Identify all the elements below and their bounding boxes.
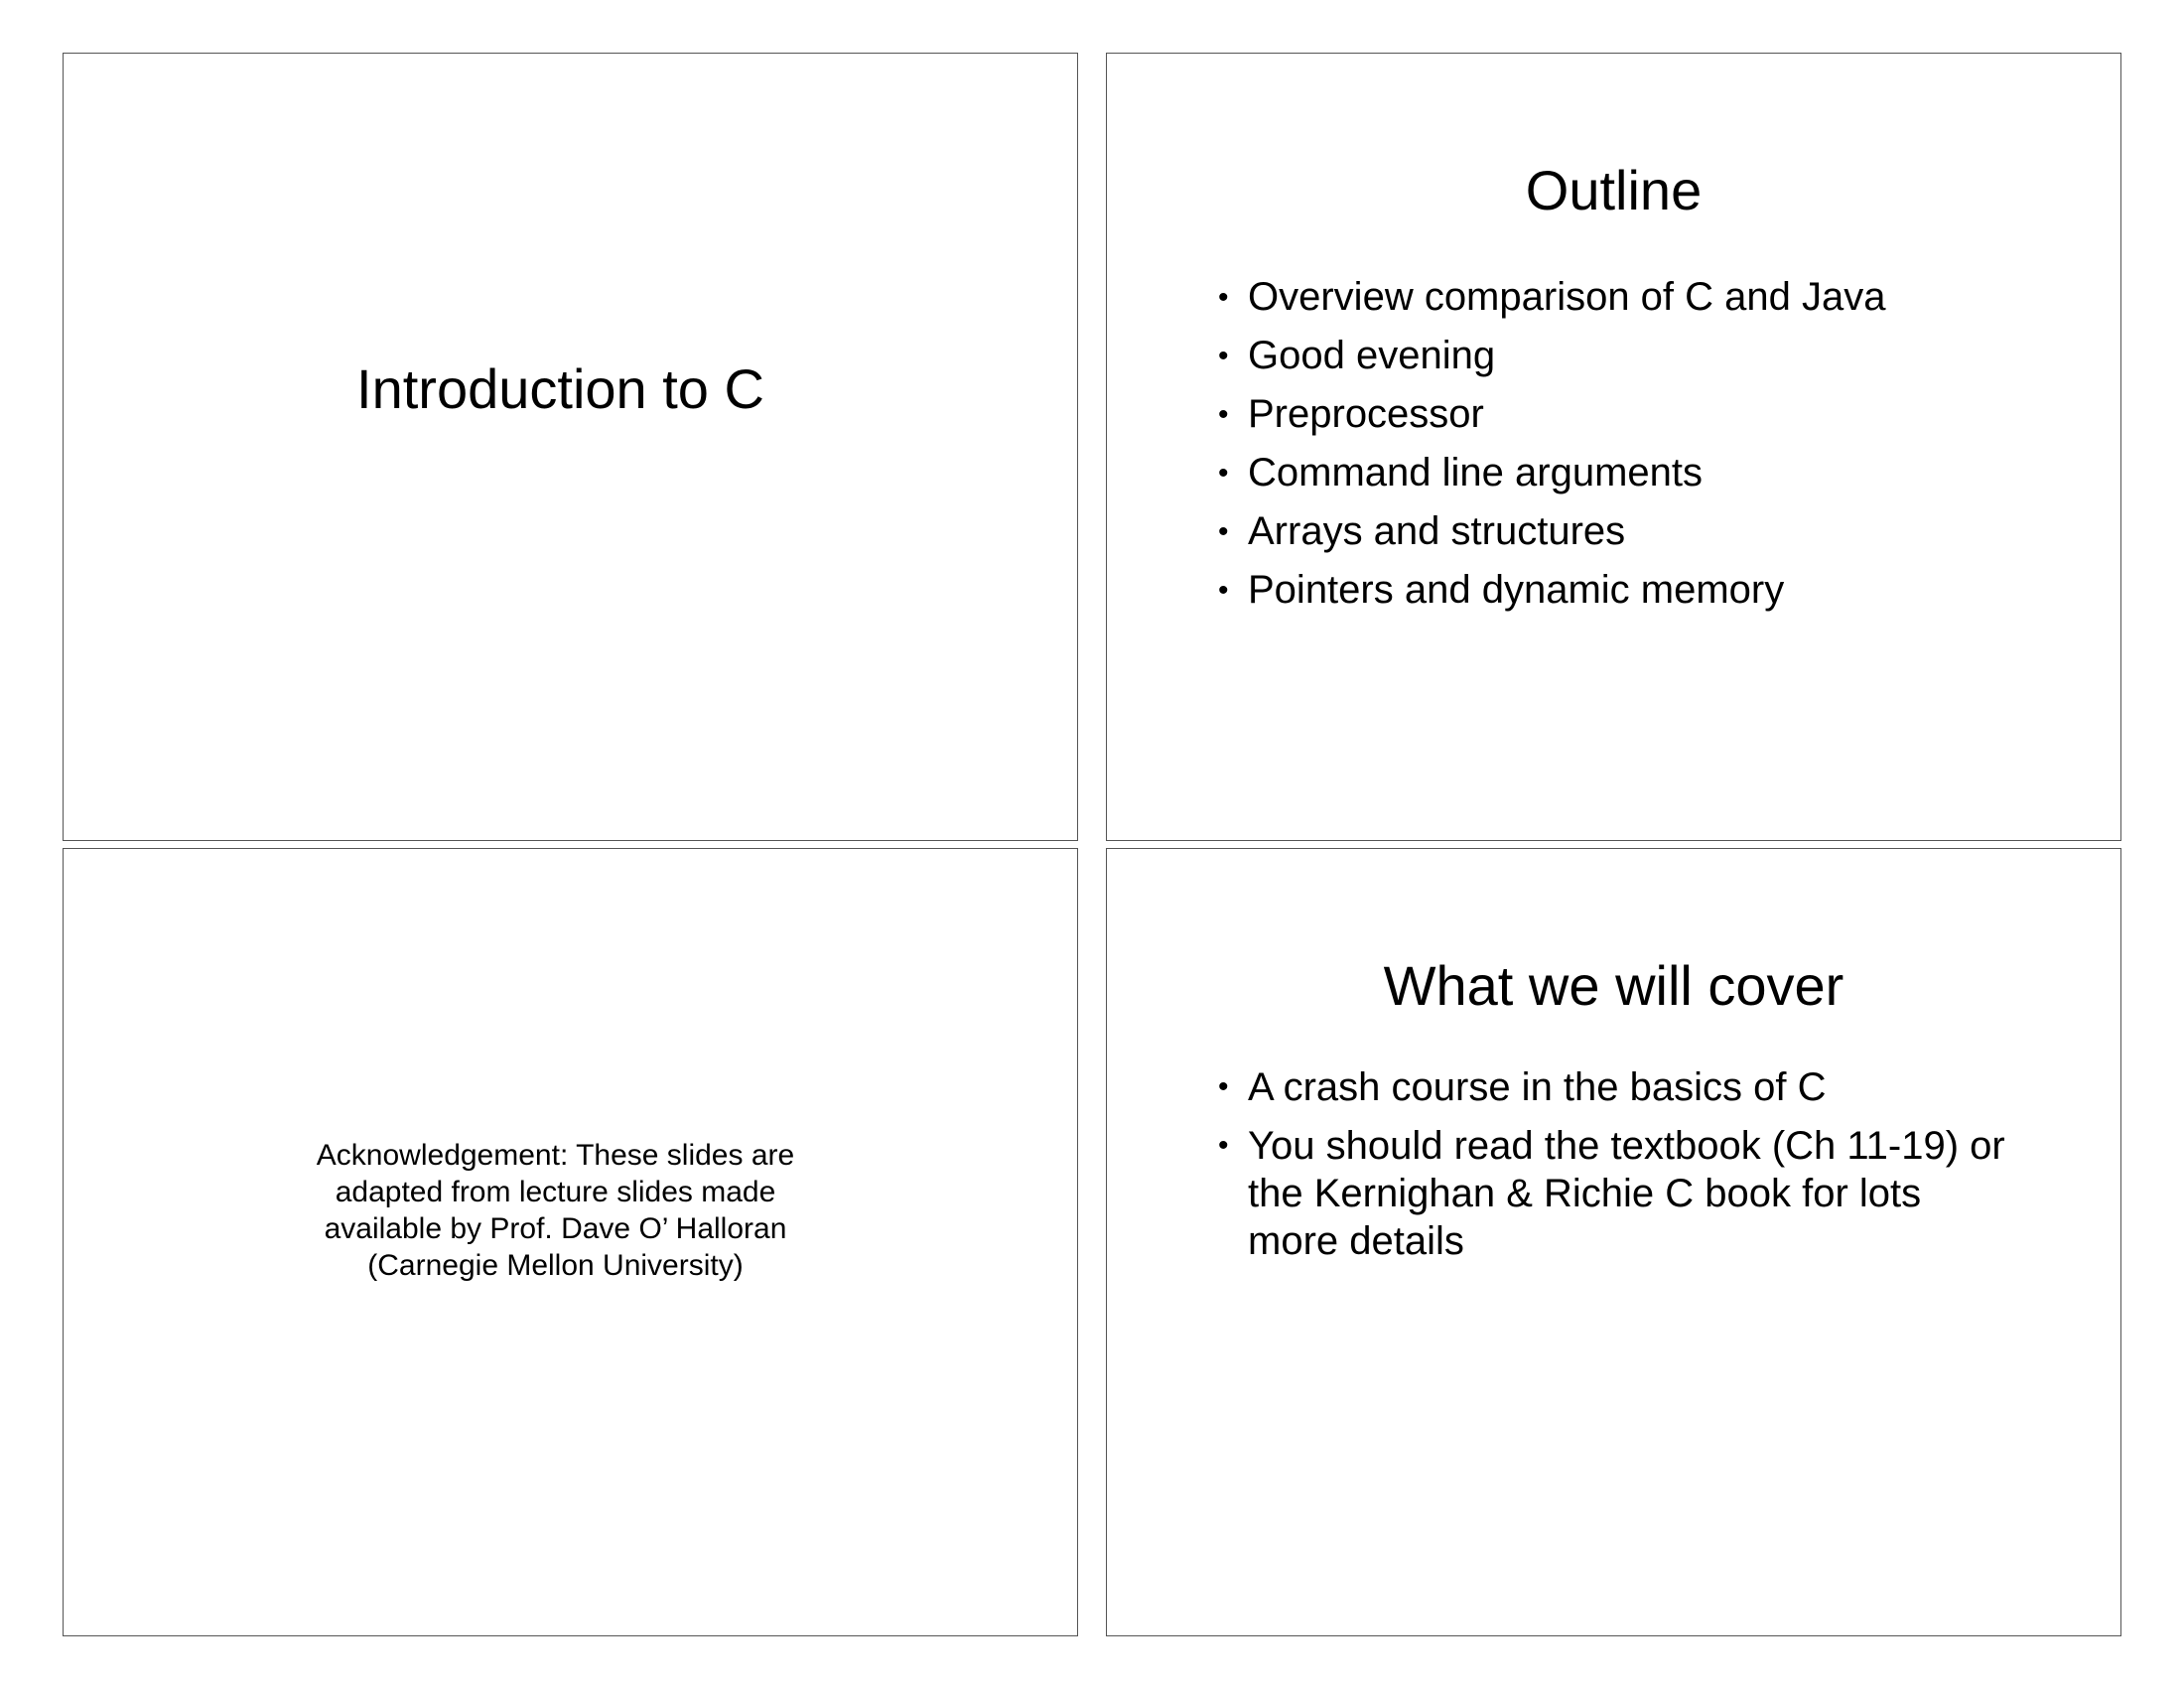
ack-line: adapted from lecture slides made [335, 1176, 776, 1208]
bullet-icon: • [1218, 281, 1229, 314]
ack-line: Acknowledgement: These slides are [316, 1139, 795, 1172]
slide-1 [63, 53, 1078, 841]
bullet-text: Command line arguments [1248, 451, 1703, 494]
slide-2 [1106, 53, 2121, 841]
list-item [1218, 1063, 2011, 1111]
list-item [1218, 561, 2011, 620]
bullet-icon: • [1218, 457, 1229, 490]
bullet-text: Good evening [1248, 334, 1496, 377]
slide-title: Introduction to C [356, 357, 764, 420]
bullet-icon: • [1218, 515, 1229, 548]
list-item [1218, 444, 2011, 502]
acknowledgement-text [64, 1137, 1047, 1284]
bullet-text: Preprocessor [1248, 392, 1484, 436]
list-item [1218, 1122, 2011, 1265]
bullet-icon: • [1218, 574, 1229, 607]
bullet-icon: • [1218, 340, 1229, 372]
bullet-text: Overview comparison of C and Java [1248, 275, 1886, 319]
slide-4 [1106, 848, 2121, 1636]
bullet-text: You should read the textbook (Ch 11-19) or the Kernighan & Richie C book for lots more details [1248, 1124, 2005, 1263]
list-item [1218, 268, 2011, 327]
bullet-icon: • [1218, 1070, 1229, 1103]
slide-title: What we will cover [1383, 954, 1844, 1017]
list-item [1218, 385, 2011, 444]
bullet-text: Arrays and structures [1248, 509, 1626, 553]
list-item [1218, 327, 2011, 385]
bullet-text: A crash course in the basics of C [1248, 1065, 1827, 1109]
bullet-list [1218, 1063, 2011, 1276]
bullet-icon: • [1218, 398, 1229, 431]
list-item [1218, 502, 2011, 561]
bullet-text: Pointers and dynamic memory [1248, 568, 1785, 612]
ack-line: available by Prof. Dave O’ Halloran [324, 1212, 787, 1245]
ack-line: (Carnegie Mellon University) [367, 1249, 744, 1282]
bullet-list [1218, 268, 2011, 620]
slide-3 [63, 848, 1078, 1636]
slide-title: Outline [1525, 159, 1703, 221]
bullet-icon: • [1218, 1129, 1229, 1162]
